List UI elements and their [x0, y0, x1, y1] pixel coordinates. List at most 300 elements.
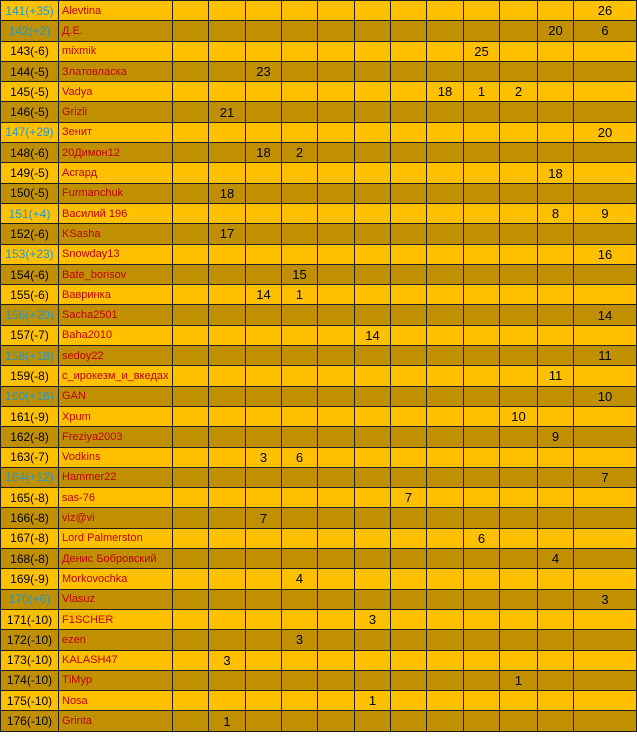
- score-cell: [574, 650, 637, 670]
- player-name-cell: Зенит: [59, 122, 173, 142]
- score-cell: 4: [538, 549, 574, 569]
- score-cell: [318, 203, 355, 223]
- player-name-cell: ezen: [59, 630, 173, 650]
- score-cell: 1: [209, 711, 246, 731]
- rank-cell: 172(-10): [1, 630, 59, 650]
- score-cell: [318, 589, 355, 609]
- score-cell: [209, 143, 246, 163]
- score-cell: [538, 508, 574, 528]
- score-cell: 11: [538, 366, 574, 386]
- score-cell: [427, 346, 464, 366]
- score-cell: [209, 244, 246, 264]
- rank-cell: 152(-6): [1, 224, 59, 244]
- score-cell: [391, 1, 427, 21]
- score-cell: [427, 61, 464, 81]
- rank-cell: 175(-10): [1, 691, 59, 711]
- score-cell: [427, 630, 464, 650]
- table-row: [1, 102, 637, 122]
- score-cell: [500, 41, 538, 61]
- score-cell: [318, 143, 355, 163]
- score-cell: [209, 346, 246, 366]
- score-cell: [391, 711, 427, 731]
- rank-cell: 168(-8): [1, 549, 59, 569]
- score-cell: [355, 549, 391, 569]
- score-cell: [318, 82, 355, 102]
- player-name-cell: Василий 196: [59, 203, 173, 223]
- score-cell: [391, 427, 427, 447]
- score-cell: [391, 82, 427, 102]
- score-cell: [391, 102, 427, 122]
- score-cell: [464, 264, 500, 284]
- score-cell: [427, 650, 464, 670]
- player-name-cell: Вавринка: [59, 285, 173, 305]
- rank-cell: 143(-6): [1, 41, 59, 61]
- score-cell: [173, 143, 209, 163]
- score-cell: [355, 143, 391, 163]
- rank-cell: 169(-9): [1, 569, 59, 589]
- score-cell: [427, 21, 464, 41]
- score-cell: [464, 406, 500, 426]
- score-cell: [173, 528, 209, 548]
- score-cell: [355, 305, 391, 325]
- score-cell: [427, 305, 464, 325]
- score-cell: [318, 650, 355, 670]
- table-row: [1, 406, 637, 426]
- score-cell: [246, 406, 282, 426]
- score-cell: [427, 609, 464, 629]
- score-cell: [391, 447, 427, 467]
- score-cell: [391, 549, 427, 569]
- score-cell: [282, 82, 318, 102]
- score-cell: [246, 305, 282, 325]
- table-row: [1, 224, 637, 244]
- player-name-cell: Freziya2003: [59, 427, 173, 447]
- score-cell: [427, 589, 464, 609]
- player-name-cell: Златовласка: [59, 61, 173, 81]
- score-cell: [209, 386, 246, 406]
- score-cell: [246, 1, 282, 21]
- score-cell: [209, 264, 246, 284]
- player-name-cell: Grinta: [59, 711, 173, 731]
- score-cell: [574, 163, 637, 183]
- score-cell: [427, 508, 464, 528]
- score-cell: [318, 21, 355, 41]
- player-name-cell: Vlasuz: [59, 589, 173, 609]
- score-cell: [173, 285, 209, 305]
- score-cell: [246, 183, 282, 203]
- player-name-cell: Д.Е.: [59, 21, 173, 41]
- score-cell: [355, 163, 391, 183]
- score-cell: [318, 346, 355, 366]
- score-cell: [282, 650, 318, 670]
- score-cell: [173, 82, 209, 102]
- score-cell: [391, 21, 427, 41]
- score-cell: [464, 427, 500, 447]
- player-name-cell: Денис Бобровский: [59, 549, 173, 569]
- score-cell: [391, 366, 427, 386]
- score-cell: [209, 549, 246, 569]
- score-cell: [464, 163, 500, 183]
- table-row: [1, 244, 637, 264]
- score-cell: 3: [355, 609, 391, 629]
- score-cell: [391, 244, 427, 264]
- score-cell: [427, 670, 464, 690]
- score-cell: 3: [282, 630, 318, 650]
- score-cell: [282, 102, 318, 122]
- score-cell: [538, 41, 574, 61]
- score-cell: [246, 488, 282, 508]
- table-row: [1, 41, 637, 61]
- score-cell: [318, 569, 355, 589]
- score-cell: [318, 711, 355, 731]
- rank-cell: 145(-5): [1, 82, 59, 102]
- score-cell: [538, 305, 574, 325]
- score-cell: [282, 467, 318, 487]
- score-cell: [355, 650, 391, 670]
- player-name-cell: ТiМур: [59, 670, 173, 690]
- rank-cell: 167(-8): [1, 528, 59, 548]
- rank-cell: 157(-7): [1, 325, 59, 345]
- table-row: [1, 82, 637, 102]
- player-name-cell: GAN: [59, 386, 173, 406]
- table-row: [1, 670, 637, 690]
- score-cell: [427, 163, 464, 183]
- score-cell: [538, 183, 574, 203]
- rank-cell: 160(+16): [1, 386, 59, 406]
- score-cell: [318, 549, 355, 569]
- score-cell: [246, 163, 282, 183]
- score-cell: [209, 691, 246, 711]
- score-cell: [282, 325, 318, 345]
- score-cell: [209, 61, 246, 81]
- score-cell: [318, 609, 355, 629]
- rank-cell: 174(-10): [1, 670, 59, 690]
- score-cell: [173, 224, 209, 244]
- table-row: [1, 21, 637, 41]
- score-cell: [427, 1, 464, 21]
- score-cell: [355, 488, 391, 508]
- score-cell: [538, 488, 574, 508]
- score-cell: [282, 528, 318, 548]
- score-cell: [464, 650, 500, 670]
- score-cell: [355, 122, 391, 142]
- score-cell: 6: [282, 447, 318, 467]
- score-cell: [427, 224, 464, 244]
- score-cell: [173, 163, 209, 183]
- score-cell: [538, 102, 574, 122]
- score-cell: [173, 549, 209, 569]
- score-cell: [500, 305, 538, 325]
- score-cell: [427, 285, 464, 305]
- score-cell: [391, 203, 427, 223]
- player-name-cell: Morkovochka: [59, 569, 173, 589]
- rank-cell: 148(-6): [1, 143, 59, 163]
- score-cell: [355, 508, 391, 528]
- table-row: [1, 630, 637, 650]
- score-cell: [464, 467, 500, 487]
- score-cell: [391, 650, 427, 670]
- score-cell: [318, 488, 355, 508]
- score-cell: [173, 366, 209, 386]
- score-cell: [282, 670, 318, 690]
- table-row: [1, 325, 637, 345]
- rank-cell: 156(+20): [1, 305, 59, 325]
- score-cell: [209, 609, 246, 629]
- score-cell: [282, 609, 318, 629]
- score-cell: [318, 366, 355, 386]
- score-cell: [173, 569, 209, 589]
- score-cell: [391, 670, 427, 690]
- score-cell: [391, 183, 427, 203]
- score-cell: 6: [464, 528, 500, 548]
- score-cell: [464, 325, 500, 345]
- score-cell: [246, 122, 282, 142]
- score-cell: [282, 549, 318, 569]
- score-cell: [318, 528, 355, 548]
- score-cell: [282, 224, 318, 244]
- score-cell: [173, 670, 209, 690]
- score-cell: [282, 508, 318, 528]
- score-cell: [464, 305, 500, 325]
- score-cell: [500, 630, 538, 650]
- rank-cell: 155(-6): [1, 285, 59, 305]
- score-cell: [538, 569, 574, 589]
- score-cell: [427, 244, 464, 264]
- score-cell: [209, 122, 246, 142]
- player-name-cell: 20Димон12: [59, 143, 173, 163]
- score-cell: [246, 549, 282, 569]
- score-cell: [427, 488, 464, 508]
- score-cell: [209, 488, 246, 508]
- score-cell: [538, 711, 574, 731]
- score-cell: [464, 670, 500, 690]
- score-cell: [427, 366, 464, 386]
- score-cell: [391, 285, 427, 305]
- score-cell: [173, 122, 209, 142]
- score-cell: [246, 569, 282, 589]
- score-cell: [246, 630, 282, 650]
- score-cell: [173, 1, 209, 21]
- score-cell: [464, 61, 500, 81]
- player-name-cell: viz@vi: [59, 508, 173, 528]
- score-cell: [391, 163, 427, 183]
- score-cell: [391, 224, 427, 244]
- score-cell: [500, 244, 538, 264]
- score-cell: [209, 589, 246, 609]
- score-cell: [500, 447, 538, 467]
- score-cell: [173, 488, 209, 508]
- score-cell: [318, 691, 355, 711]
- score-cell: [574, 406, 637, 426]
- table-row: [1, 488, 637, 508]
- score-cell: [464, 508, 500, 528]
- score-cell: [318, 406, 355, 426]
- score-cell: [391, 467, 427, 487]
- rank-cell: 144(-5): [1, 61, 59, 81]
- player-name-cell: KALASH47: [59, 650, 173, 670]
- score-cell: 14: [246, 285, 282, 305]
- score-cell: [500, 143, 538, 163]
- score-cell: [318, 183, 355, 203]
- score-cell: 1: [464, 82, 500, 102]
- score-cell: [391, 386, 427, 406]
- score-cell: [574, 285, 637, 305]
- score-cell: [173, 691, 209, 711]
- score-cell: [574, 488, 637, 508]
- score-cell: [538, 467, 574, 487]
- score-cell: [538, 346, 574, 366]
- score-cell: [500, 711, 538, 731]
- score-cell: [282, 589, 318, 609]
- score-cell: 7: [391, 488, 427, 508]
- score-cell: [464, 122, 500, 142]
- score-cell: [355, 569, 391, 589]
- score-cell: [538, 122, 574, 142]
- score-cell: [246, 609, 282, 629]
- player-name-cell: с_ирокезм_и_вкедах: [59, 366, 173, 386]
- score-cell: 16: [574, 244, 637, 264]
- rank-cell: 165(-8): [1, 488, 59, 508]
- table-row: [1, 711, 637, 731]
- score-cell: [246, 102, 282, 122]
- score-cell: [173, 589, 209, 609]
- score-cell: [209, 569, 246, 589]
- score-cell: [427, 447, 464, 467]
- rank-cell: 153(+23): [1, 244, 59, 264]
- score-cell: 11: [574, 346, 637, 366]
- score-cell: [391, 508, 427, 528]
- score-cell: [355, 406, 391, 426]
- score-cell: [574, 508, 637, 528]
- score-cell: [318, 508, 355, 528]
- score-cell: [538, 143, 574, 163]
- score-cell: [500, 203, 538, 223]
- score-cell: [355, 82, 391, 102]
- score-cell: [538, 61, 574, 81]
- table-row: [1, 122, 637, 142]
- score-cell: 26: [574, 1, 637, 21]
- score-cell: [538, 670, 574, 690]
- score-cell: [355, 61, 391, 81]
- score-cell: 18: [538, 163, 574, 183]
- score-cell: [391, 406, 427, 426]
- score-cell: [500, 366, 538, 386]
- score-cell: [282, 41, 318, 61]
- score-cell: [355, 1, 391, 21]
- table-row: [1, 163, 637, 183]
- score-cell: [500, 285, 538, 305]
- rank-cell: 166(-8): [1, 508, 59, 528]
- table-row: [1, 691, 637, 711]
- score-cell: [173, 325, 209, 345]
- score-cell: [246, 427, 282, 447]
- table-row: [1, 650, 637, 670]
- table-row: [1, 203, 637, 223]
- score-cell: [538, 244, 574, 264]
- score-cell: [173, 346, 209, 366]
- score-cell: [427, 427, 464, 447]
- score-cell: [355, 102, 391, 122]
- score-cell: [246, 366, 282, 386]
- score-cell: [538, 82, 574, 102]
- player-name-cell: Vadya: [59, 82, 173, 102]
- rank-cell: 162(-8): [1, 427, 59, 447]
- score-cell: [427, 102, 464, 122]
- score-cell: [173, 102, 209, 122]
- score-cell: [355, 21, 391, 41]
- score-cell: [209, 21, 246, 41]
- score-cell: [538, 285, 574, 305]
- score-cell: [574, 569, 637, 589]
- score-cell: [464, 549, 500, 569]
- score-cell: [282, 183, 318, 203]
- score-cell: [391, 122, 427, 142]
- score-cell: [246, 589, 282, 609]
- score-cell: 9: [538, 427, 574, 447]
- score-cell: [282, 406, 318, 426]
- player-name-cell: F1SCHER: [59, 609, 173, 629]
- score-cell: [318, 630, 355, 650]
- player-name-cell: Furmanchuk: [59, 183, 173, 203]
- table-row: [1, 183, 637, 203]
- score-cell: [173, 406, 209, 426]
- score-cell: [427, 264, 464, 284]
- rank-cell: 171(-10): [1, 609, 59, 629]
- score-cell: [500, 549, 538, 569]
- score-cell: 6: [574, 21, 637, 41]
- score-cell: [574, 366, 637, 386]
- player-name-cell: Snowday13: [59, 244, 173, 264]
- score-cell: [318, 122, 355, 142]
- score-cell: [574, 183, 637, 203]
- score-cell: [391, 41, 427, 61]
- score-cell: [574, 691, 637, 711]
- score-cell: [574, 670, 637, 690]
- score-cell: 1: [500, 670, 538, 690]
- score-cell: [173, 183, 209, 203]
- score-cell: [538, 386, 574, 406]
- score-cell: [574, 41, 637, 61]
- table-row: [1, 569, 637, 589]
- player-name-cell: sas-76: [59, 488, 173, 508]
- score-cell: [500, 21, 538, 41]
- score-cell: [173, 447, 209, 467]
- score-cell: [318, 41, 355, 61]
- rank-cell: 149(-5): [1, 163, 59, 183]
- score-cell: [574, 325, 637, 345]
- score-cell: [355, 630, 391, 650]
- score-cell: [246, 224, 282, 244]
- score-cell: [391, 346, 427, 366]
- score-cell: [538, 1, 574, 21]
- score-cell: 18: [209, 183, 246, 203]
- player-name-cell: Vodkins: [59, 447, 173, 467]
- score-cell: [427, 183, 464, 203]
- score-cell: [282, 122, 318, 142]
- rank-cell: 161(-9): [1, 406, 59, 426]
- table-row: [1, 467, 637, 487]
- score-cell: [500, 467, 538, 487]
- player-name-cell: Nosa: [59, 691, 173, 711]
- score-cell: [500, 183, 538, 203]
- score-cell: [464, 346, 500, 366]
- score-cell: [464, 1, 500, 21]
- score-cell: [318, 447, 355, 467]
- score-cell: [318, 1, 355, 21]
- score-cell: [427, 467, 464, 487]
- score-cell: [246, 21, 282, 41]
- score-cell: [574, 224, 637, 244]
